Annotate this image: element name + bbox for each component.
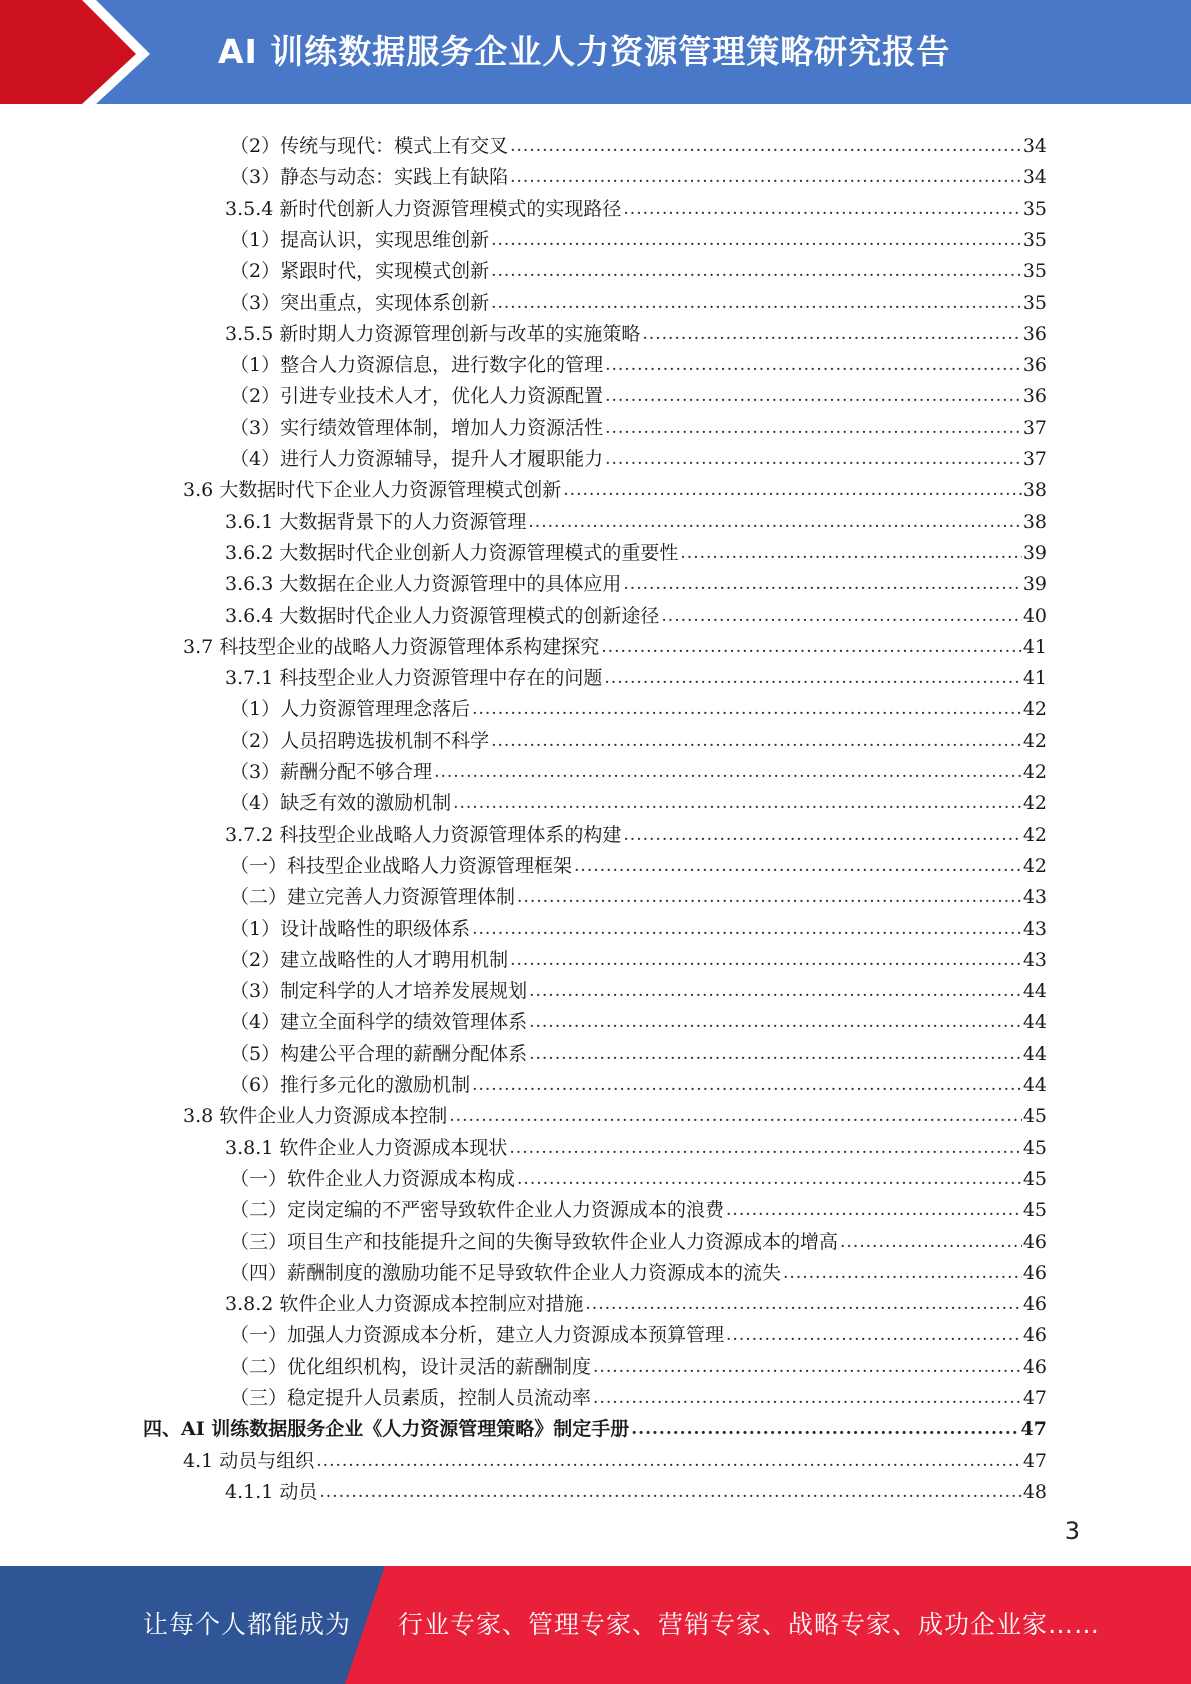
toc-entry[interactable] (230, 1254, 1047, 1285)
toc-entry-label: （一）科技型企业战略人力资源管理框架 (230, 855, 573, 877)
toc-leader-dots (491, 259, 1022, 283)
toc-leader-dots (434, 760, 1022, 784)
toc-entry-page: 36 (1022, 385, 1047, 407)
toc-entry-label: （1）设计战略性的职级体系 (230, 918, 471, 940)
page-footer (0, 1566, 1191, 1684)
toc-entry-label: （一）加强人力资源成本分析，建立人力资源成本预算管理 (230, 1324, 725, 1346)
toc-entry-label: （1）整合人力资源信息，进行数字化的管理 (230, 354, 604, 376)
toc-entry-page: 41 (1022, 667, 1047, 689)
toc-leader-dots (529, 979, 1022, 1003)
page-number: 3 (1064, 1517, 1080, 1545)
toc-entry[interactable] (225, 1285, 1047, 1316)
toc-leader-dots (472, 917, 1022, 941)
toc-leader-dots (605, 353, 1022, 377)
toc-entry-label: 四、AI 训练数据服务企业《人力资源管理策略》制定手册 (143, 1418, 630, 1440)
toc-entry-page: 45 (1022, 1105, 1047, 1127)
toc-entry[interactable] (183, 628, 1047, 659)
toc-entry[interactable] (225, 534, 1047, 565)
toc-entry-label: 3.6 大数据时代下企业人力资源管理模式创新 (183, 479, 562, 501)
toc-entry-page: 44 (1022, 980, 1047, 1002)
toc-entry[interactable] (230, 722, 1047, 753)
toc-leader-dots (491, 228, 1022, 252)
toc-entry-page: 46 (1022, 1293, 1047, 1315)
toc-entry[interactable] (225, 816, 1047, 847)
toc-leader-dots (661, 604, 1021, 628)
toc-entry-label: 3.7.2 科技型企业战略人力资源管理体系的构建 (225, 824, 622, 846)
toc-entry[interactable] (225, 565, 1047, 596)
toc-entry-page: 42 (1022, 855, 1047, 877)
footer-slogan-right: 行业专家、管理专家、营销专家、战略专家、成功企业家…… (398, 1610, 1101, 1639)
toc-entry-label: （3）薪酬分配不够合理 (230, 761, 433, 783)
toc-entry-page: 44 (1022, 1043, 1047, 1065)
toc-entry-label: 3.7.1 科技型企业人力资源管理中存在的问题 (225, 667, 603, 689)
toc-entry-page: 42 (1022, 824, 1047, 846)
toc-entry[interactable] (230, 1160, 1047, 1191)
toc-leader-dots (491, 729, 1022, 753)
toc-entry[interactable] (230, 1191, 1047, 1222)
toc-leader-dots (783, 1261, 1022, 1285)
toc-entry-page: 40 (1022, 605, 1047, 627)
toc-entry[interactable] (230, 1035, 1047, 1066)
toc-leader-dots (726, 1323, 1022, 1347)
toc-entry[interactable] (183, 1097, 1047, 1128)
toc-entry[interactable] (230, 377, 1047, 408)
toc-entry-page: 45 (1022, 1137, 1047, 1159)
toc-entry[interactable] (230, 1223, 1047, 1254)
toc-leader-dots (510, 134, 1022, 158)
toc-entry[interactable] (183, 471, 1047, 502)
toc-leader-dots (528, 510, 1021, 534)
toc-entry-label: 3.8.1 软件企业人力资源成本现状 (225, 1137, 508, 1159)
toc-entry[interactable] (225, 659, 1047, 690)
toc-entry-label: 4.1 动员与组织 (183, 1450, 315, 1472)
toc-entry[interactable] (230, 127, 1047, 158)
toc-entry-label: （2）建立战略性的人才聘用机制 (230, 949, 509, 971)
toc-entry-label: （三）项目生产和技能提升之间的失衡导致软件企业人力资源成本的增高 (230, 1231, 839, 1253)
toc-entry-page: 46 (1022, 1356, 1047, 1378)
toc-entry-label: （3）实行绩效管理体制，增加人力资源活性 (230, 417, 604, 439)
toc-leader-dots (563, 478, 1022, 502)
toc-leader-dots (585, 1292, 1021, 1316)
toc-entry-page: 47 (1020, 1418, 1047, 1440)
toc-entry-label: （2）引进专业技术人才，优化人力资源配置 (230, 385, 604, 407)
toc-entry-label: （三）稳定提升人员素质，控制人员流动率 (230, 1387, 592, 1409)
toc-entry[interactable] (230, 440, 1047, 471)
toc-leader-dots (574, 854, 1022, 878)
toc-leader-dots (605, 416, 1022, 440)
toc-entry-page: 45 (1022, 1168, 1047, 1190)
toc-entry[interactable] (230, 409, 1047, 440)
toc-leader-dots (642, 322, 1021, 346)
toc-entry-page: 37 (1022, 448, 1047, 470)
toc-entry-page: 35 (1022, 260, 1047, 282)
toc-entry-page: 35 (1022, 198, 1047, 220)
toc-entry-label: 3.6.4 大数据时代企业人力资源管理模式的创新途径 (225, 605, 660, 627)
toc-entry[interactable] (230, 252, 1047, 283)
toc-entry-page: 45 (1022, 1199, 1047, 1221)
toc-entry-label: 3.5.5 新时期人力资源管理创新与改革的实施策略 (225, 323, 641, 345)
toc-entry-page: 43 (1022, 886, 1047, 908)
toc-entry-page: 38 (1022, 479, 1047, 501)
toc-leader-dots (623, 197, 1021, 221)
toc-leader-dots (601, 635, 1022, 659)
toc-entry-label: （四）薪酬制度的激励功能不足导致软件企业人力资源成本的流失 (230, 1262, 782, 1284)
toc-entry[interactable] (230, 221, 1047, 252)
toc-leader-dots (510, 165, 1022, 189)
toc-entry[interactable] (230, 690, 1047, 721)
toc-entry-label: （二）建立完善人力资源管理体制 (230, 886, 516, 908)
toc-entry[interactable] (225, 190, 1047, 221)
toc-entry-page: 42 (1022, 730, 1047, 752)
toc-entry-label: （2）紧跟时代，实现模式创新 (230, 260, 490, 282)
toc-entry-label: （二）定岗定编的不严密导致软件企业人力资源成本的浪费 (230, 1199, 725, 1221)
toc-entry[interactable] (230, 1066, 1047, 1097)
toc-entry-page: 44 (1022, 1011, 1047, 1033)
toc-entry-label: （3）制定科学的人才培养发展规划 (230, 980, 528, 1002)
toc-entry-page: 41 (1022, 636, 1047, 658)
toc-entry[interactable] (230, 1348, 1047, 1379)
toc-leader-dots (604, 666, 1021, 690)
toc-entry[interactable] (230, 878, 1047, 909)
toc-entry-label: （4）建立全面科学的绩效管理体系 (230, 1011, 528, 1033)
toc-entry-label: （6）推行多元化的激励机制 (230, 1074, 471, 1096)
toc-leader-dots (453, 791, 1022, 815)
toc-entry-page: 47 (1022, 1450, 1047, 1472)
toc-leader-dots (605, 384, 1022, 408)
toc-entry-page: 42 (1022, 761, 1047, 783)
toc-entry-label: （4）进行人力资源辅导，提升人才履职能力 (230, 448, 604, 470)
toc-entry[interactable] (225, 597, 1047, 628)
toc-entry[interactable] (225, 503, 1047, 534)
toc-entry-page: 46 (1022, 1231, 1047, 1253)
page-header (0, 0, 1191, 111)
toc-entry-page: 44 (1022, 1074, 1047, 1096)
toc-entry-page: 42 (1022, 698, 1047, 720)
toc-entry-label: 3.6.2 大数据时代企业创新人力资源管理模式的重要性 (225, 542, 679, 564)
toc-entry-label: （3）突出重点，实现体系创新 (230, 292, 490, 314)
toc-entry[interactable] (230, 972, 1047, 1003)
toc-entry-label: （二）优化组织机构，设计灵活的薪酬制度 (230, 1356, 592, 1378)
toc-leader-dots (529, 1010, 1022, 1034)
toc-entry-page: 36 (1022, 323, 1047, 345)
toc-leader-dots (491, 291, 1022, 315)
toc-entry-label: 3.5.4 新时代创新人力资源管理模式的实现路径 (225, 198, 622, 220)
toc-entry-page: 46 (1022, 1262, 1047, 1284)
toc-entry-label: （2）人员招聘选拔机制不科学 (230, 730, 490, 752)
toc-leader-dots (726, 1198, 1022, 1222)
toc-entry-page: 39 (1022, 573, 1047, 595)
toc-entry[interactable] (230, 1316, 1047, 1347)
toc-entry-label: （4）缺乏有效的激励机制 (230, 792, 452, 814)
toc-entry-label: （一）软件企业人力资源成本构成 (230, 1168, 516, 1190)
toc-entry-label: 3.8 软件企业人力资源成本控制 (183, 1105, 448, 1127)
toc-leader-dots (316, 1449, 1022, 1473)
toc-leader-dots (840, 1230, 1022, 1254)
toc-entry-page: 43 (1022, 949, 1047, 971)
toc-leader-dots (517, 1167, 1022, 1191)
toc-leader-dots (472, 1073, 1022, 1097)
toc-entry[interactable] (230, 346, 1047, 377)
toc-entry-label: （5）构建公平合理的薪酬分配体系 (230, 1043, 528, 1065)
toc-entry-label: （1）提高认识，实现思维创新 (230, 229, 490, 251)
toc-leader-dots (623, 572, 1021, 596)
toc-entry[interactable] (230, 941, 1047, 972)
toc-entry-label: 3.8.2 软件企业人力资源成本控制应对措施 (225, 1293, 584, 1315)
toc-entry[interactable] (230, 1003, 1047, 1034)
toc-entry-page: 38 (1022, 511, 1047, 533)
toc-entry-label: 4.1.1 动员 (225, 1481, 318, 1503)
toc-entry-page: 34 (1022, 166, 1047, 188)
toc-entry-page: 43 (1022, 918, 1047, 940)
toc-leader-dots (680, 541, 1021, 565)
toc-leader-dots (623, 823, 1021, 847)
toc-entry[interactable] (225, 1473, 1047, 1504)
toc-entry-label: （3）静态与动态：实践上有缺陷 (230, 166, 509, 188)
toc-entry[interactable] (143, 1410, 1047, 1441)
toc-entry-label: 3.7 科技型企业的战略人力资源管理体系构建探究 (183, 636, 600, 658)
toc-leader-dots (593, 1355, 1022, 1379)
toc-entry-label: （2）传统与现代：模式上有交叉 (230, 135, 509, 157)
toc-entry[interactable] (230, 910, 1047, 941)
toc-entry-page: 36 (1022, 354, 1047, 376)
toc-leader-dots (631, 1417, 1019, 1441)
toc-entry-label: （1）人力资源管理理念落后 (230, 698, 471, 720)
toc-entry[interactable] (230, 1379, 1047, 1410)
toc-entry-page: 35 (1022, 229, 1047, 251)
toc-entry-page: 39 (1022, 542, 1047, 564)
toc-entry-page: 47 (1022, 1387, 1047, 1409)
toc-entry-page: 34 (1022, 135, 1047, 157)
report-title: AI 训练数据服务企业人力资源管理策略研究报告 (218, 32, 951, 71)
toc-entry-label: 3.6.3 大数据在企业人力资源管理中的具体应用 (225, 573, 622, 595)
toc-entry-page: 37 (1022, 417, 1047, 439)
toc-entry[interactable] (230, 753, 1047, 784)
toc-leader-dots (529, 1042, 1022, 1066)
toc-entry[interactable] (230, 784, 1047, 815)
toc-entry[interactable] (225, 315, 1047, 346)
toc-leader-dots (509, 1136, 1021, 1160)
toc-leader-dots (593, 1386, 1022, 1410)
footer-slogan-left: 让每个人都能成为 (143, 1610, 352, 1639)
toc-entry-page: 48 (1022, 1481, 1047, 1503)
toc-entry-page: 42 (1022, 792, 1047, 814)
toc-leader-dots (472, 697, 1022, 721)
toc-entry[interactable] (230, 284, 1047, 315)
toc-leader-dots (517, 885, 1022, 909)
toc-leader-dots (449, 1104, 1022, 1128)
toc-leader-dots (510, 948, 1022, 972)
toc-entry[interactable] (225, 1129, 1047, 1160)
toc-entry[interactable] (230, 847, 1047, 878)
toc-entry-label: 3.6.1 大数据背景下的人力资源管理 (225, 511, 527, 533)
toc-leader-dots (319, 1480, 1021, 1504)
toc-entry-page: 35 (1022, 292, 1047, 314)
toc-leader-dots (605, 447, 1022, 471)
toc-entry[interactable] (183, 1442, 1047, 1473)
toc-entry-page: 46 (1022, 1324, 1047, 1346)
toc-entry[interactable] (230, 158, 1047, 189)
